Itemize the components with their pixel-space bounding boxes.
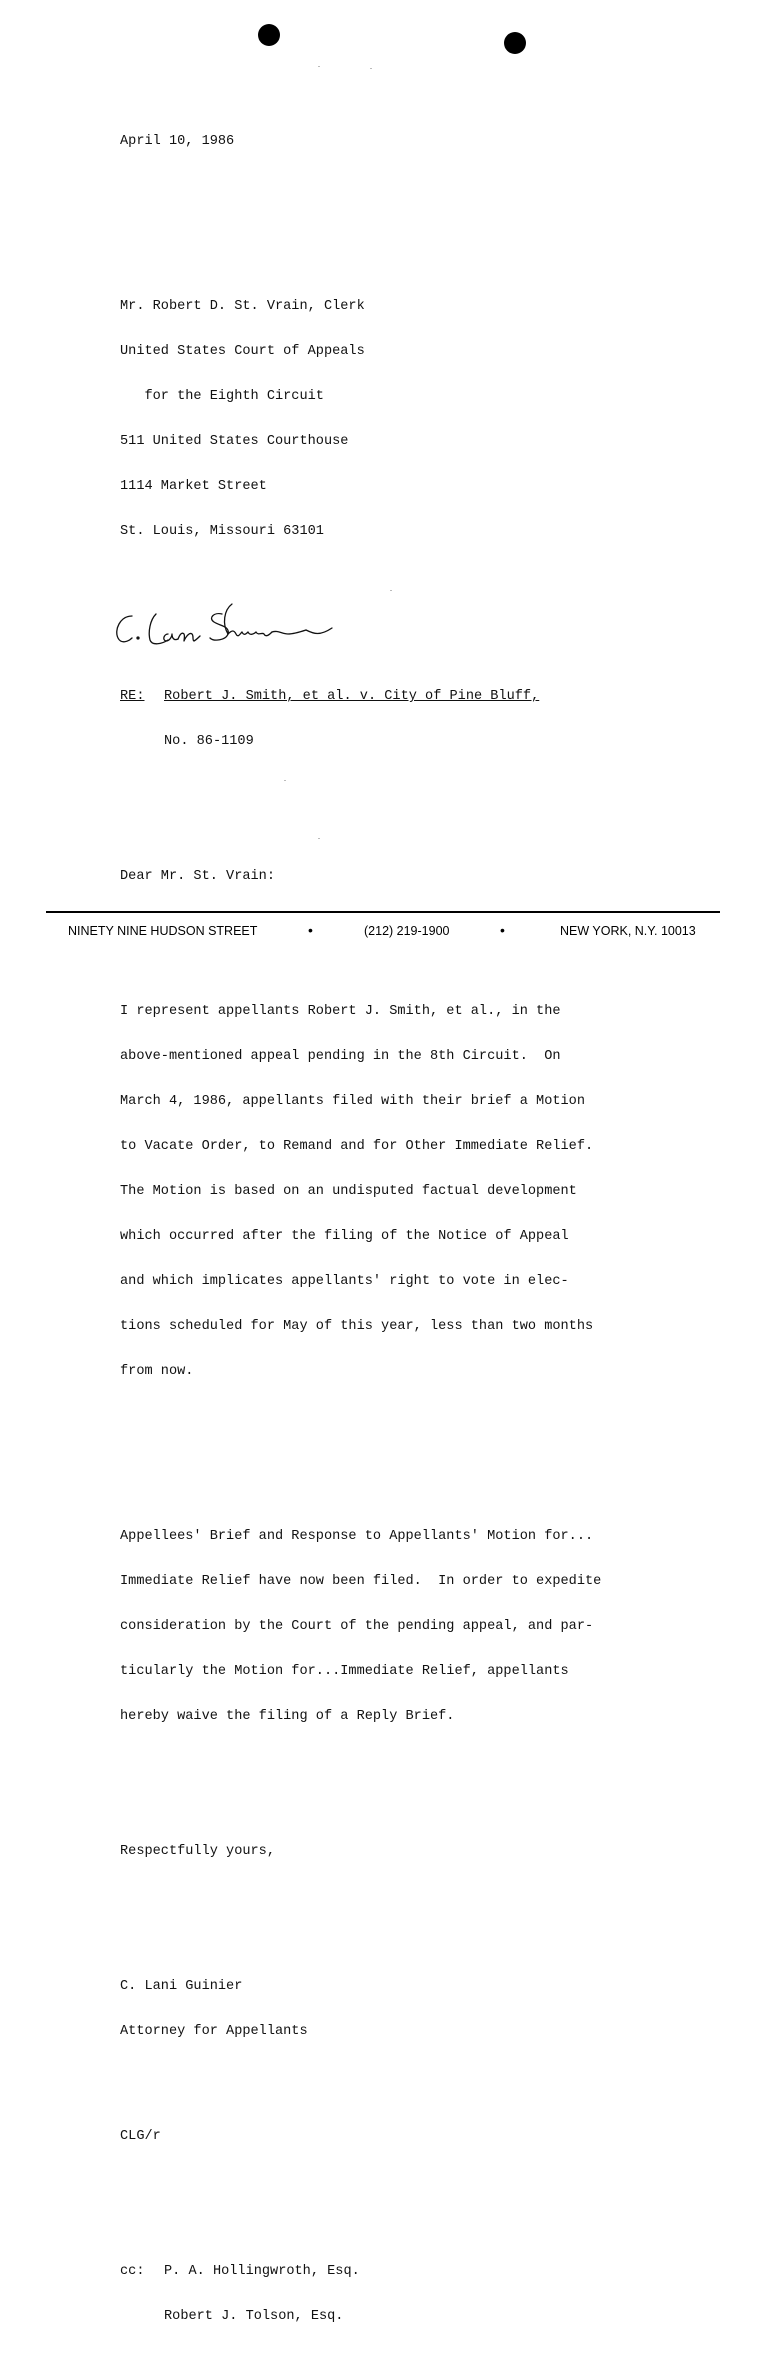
paragraph-line: above-mentioned appeal pending in the 8th Circuit. On [120, 1049, 561, 1064]
letterhead-footer [46, 924, 720, 940]
cc-recipient: Robert J. Tolson, Esq. [164, 2309, 344, 2324]
punch-hole [504, 32, 526, 54]
paragraph-line: March 4, 1986, appellants filed with their brief a Motion [120, 1094, 585, 1109]
handwritten-signature [110, 604, 350, 652]
re-case: Robert J. Smith, et al. v. City of Pine Bluff, [164, 689, 540, 704]
closing: Respectfully yours, [120, 1844, 275, 1859]
addressee-block [120, 269, 680, 569]
scan-speck [318, 66, 320, 67]
paragraph-line: which occurred after the filing of the Notice of Appeal [120, 1229, 569, 1244]
signer-name: C. Lani Guinier [120, 1979, 243, 1994]
paragraph-line: and which implicates appellants' right to vote in elec- [120, 1274, 569, 1289]
re-block [120, 659, 680, 779]
salutation: Dear Mr. St. Vrain: [120, 869, 275, 884]
footer-phone: (212) 219-1900 [364, 924, 450, 938]
signer-title: Attorney for Appellants [120, 2024, 308, 2039]
addressee-line: United States Court of Appeals [120, 344, 365, 359]
paragraph-line: The Motion is based on an undisputed factual development [120, 1184, 577, 1199]
footer-street: NINETY NINE HUDSON STREET [68, 924, 258, 938]
addressee-line: St. Louis, Missouri 63101 [120, 524, 324, 539]
re-number: No. 86-1109 [164, 734, 254, 749]
addressee-line: Mr. Robert D. St. Vrain, Clerk [120, 299, 365, 314]
paragraph-line: Appellees' Brief and Response to Appellants' Motion for... [120, 1529, 594, 1544]
paragraph-line: ticularly the Motion for...Immediate Relief, appellants [120, 1664, 569, 1679]
footer-city: NEW YORK, N.Y. 10013 [560, 924, 696, 938]
addressee-line: 511 United States Courthouse [120, 434, 349, 449]
paragraph-line: I represent appellants Robert J. Smith, et al., in the [120, 1004, 561, 1019]
letter-date: April 10, 1986 [120, 134, 235, 149]
paragraph-line: hereby waive the filing of a Reply Brief. [120, 1709, 455, 1724]
letter-body [120, 104, 680, 2369]
re-label: RE: [120, 689, 145, 704]
punch-hole [258, 24, 280, 46]
cc-label: cc: [120, 2264, 145, 2279]
paragraph-1 [120, 974, 680, 1409]
typist-initials: CLG/r [120, 2129, 161, 2144]
paragraph-line: to Vacate Order, to Remand and for Other Immediate Relief. [120, 1139, 594, 1154]
paragraph-2 [120, 1499, 680, 1754]
addressee-line: for the Eighth Circuit [120, 389, 324, 404]
addressee-line: 1114 Market Street [120, 479, 267, 494]
footer-bullet: • [308, 922, 313, 938]
footer-bullet: • [500, 922, 505, 938]
cc-recipient: P. A. Hollingwroth, Esq. [164, 2264, 360, 2279]
cc-block [120, 2234, 680, 2354]
paragraph-line: from now. [120, 1364, 194, 1379]
paragraph-line: Immediate Relief have now been filed. In order to expedite [120, 1574, 602, 1589]
footer-rule [46, 911, 720, 913]
paragraph-line: tions scheduled for May of this year, less than two months [120, 1319, 594, 1334]
paragraph-line: consideration by the Court of the pending appeal, and par- [120, 1619, 594, 1634]
scan-speck [370, 68, 372, 69]
